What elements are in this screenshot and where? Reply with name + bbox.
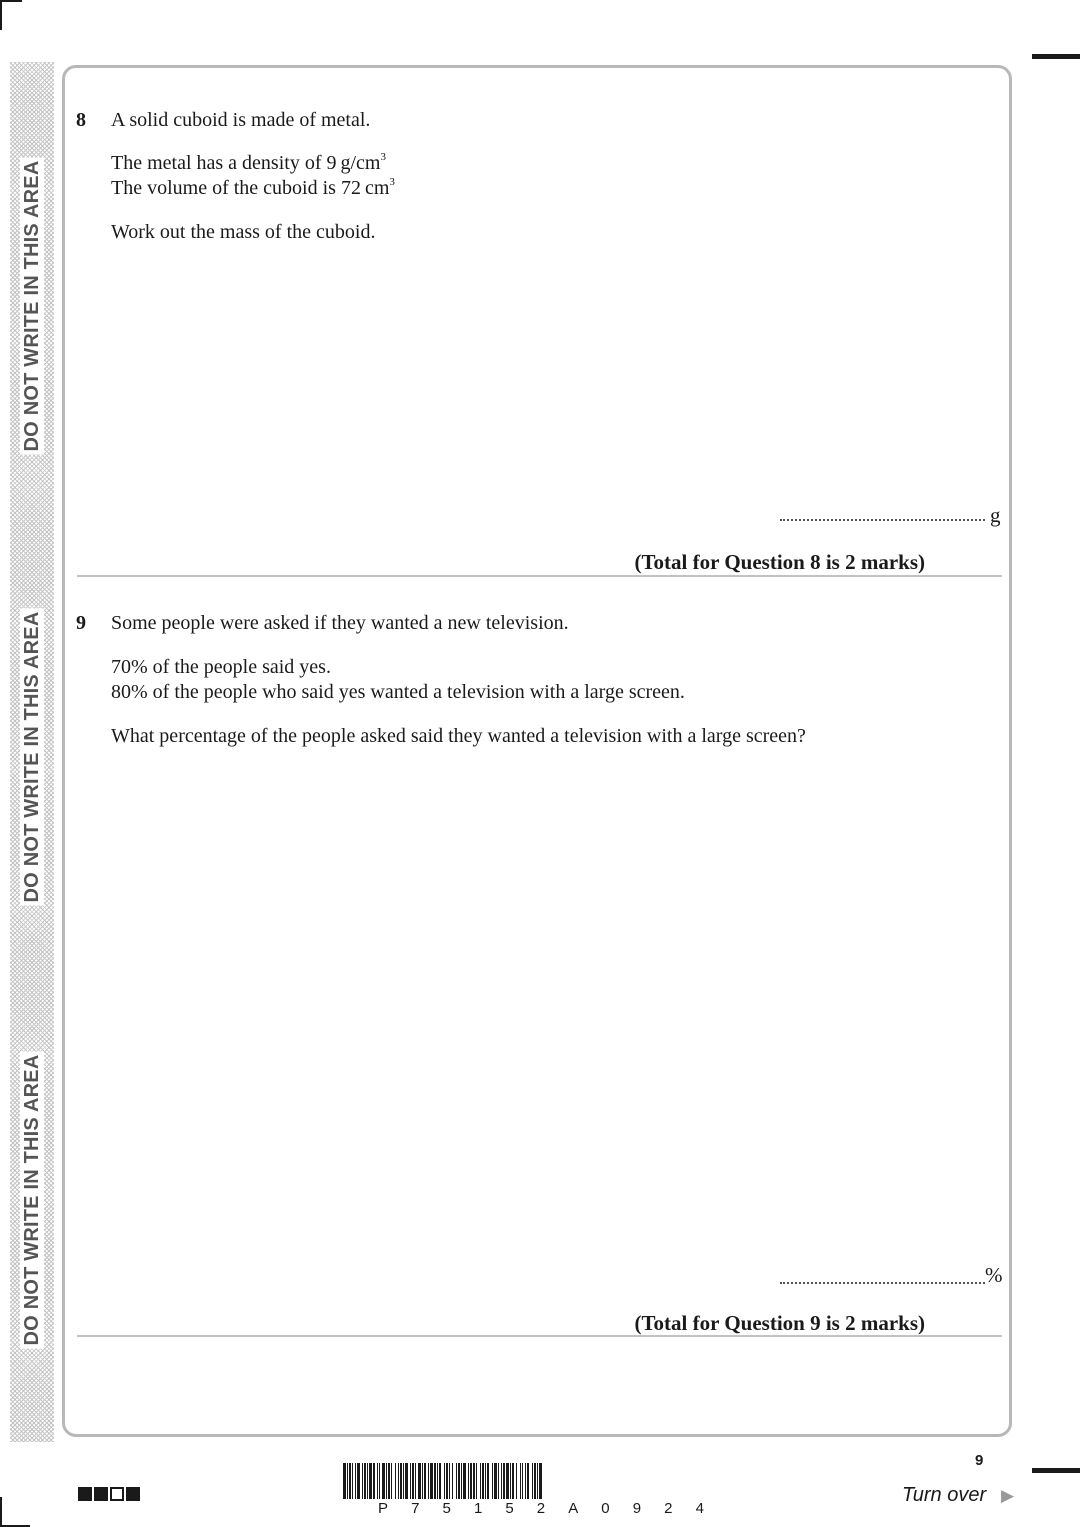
- barcode-bar: [487, 1463, 489, 1499]
- barcode-digit: 7: [411, 1500, 420, 1517]
- page-position-squares: [78, 1487, 142, 1501]
- barcode-bar: [377, 1463, 378, 1499]
- barcode-bar: [492, 1463, 493, 1499]
- barcode-bar: [537, 1463, 538, 1499]
- barcode-digit: P: [378, 1500, 389, 1517]
- barcode-digit: 5: [442, 1500, 451, 1517]
- question-8-divider: [77, 575, 1002, 577]
- barcode-bar: [398, 1463, 399, 1499]
- question-9-intro: Some people were asked if they wanted a new television.: [111, 612, 569, 634]
- margin-warning-middle: DO NOT WRITE IN THIS AREA: [20, 609, 44, 906]
- barcode-bar: [439, 1463, 441, 1499]
- turn-over-label: Turn over: [902, 1484, 987, 1506]
- barcode-bar: [512, 1463, 514, 1499]
- question-9-total: (Total for Question 9 is 2 marks): [634, 1311, 925, 1335]
- barcode-bar: [461, 1463, 462, 1499]
- barcode-bar: [446, 1463, 448, 1499]
- question-8-total: (Total for Question 8 is 2 marks): [634, 550, 925, 574]
- barcode-bar: [347, 1463, 348, 1499]
- barcode-bar: [343, 1463, 346, 1499]
- barcode-digit: 4: [695, 1500, 704, 1517]
- barcode-icon: [343, 1463, 735, 1499]
- barcode-bar: [382, 1463, 385, 1499]
- barcode-bar: [520, 1463, 521, 1499]
- barcode-bar: [437, 1463, 438, 1499]
- question-8-answer-unit: g: [990, 503, 1001, 527]
- barcode-digit: 5: [505, 1500, 514, 1517]
- question-9-divider: [77, 1335, 1002, 1337]
- barcode-bar: [503, 1463, 505, 1499]
- barcode-bar: [418, 1463, 421, 1499]
- question-8-task: Work out the mass of the cuboid.: [111, 221, 376, 243]
- barcode-digit: 2: [664, 1500, 673, 1517]
- barcode-digits: [378, 1500, 704, 1517]
- barcode-bar: [422, 1463, 423, 1499]
- barcode-bar: [352, 1463, 353, 1499]
- barcode-bar: [400, 1463, 402, 1499]
- barcode-bar: [480, 1463, 481, 1499]
- barcode-bar: [525, 1463, 526, 1499]
- barcode-bar: [391, 1463, 392, 1499]
- page-number: 9: [975, 1452, 984, 1469]
- question-8-number: 8: [76, 109, 86, 131]
- barcode-bar: [362, 1463, 363, 1499]
- question-8-density-line: The metal has a density of 9 $g/cm^3$: [111, 151, 386, 174]
- question-9-answer-line[interactable]: [780, 1282, 985, 1284]
- barcode-digit: 1: [473, 1500, 483, 1517]
- barcode-bar: [379, 1463, 380, 1499]
- barcode-bar: [410, 1463, 411, 1499]
- barcode-bar: [369, 1463, 372, 1499]
- barcode-bar: [534, 1463, 536, 1499]
- barcode-digit: A: [568, 1500, 579, 1517]
- barcode-bar: [501, 1463, 502, 1499]
- barcode-bar: [516, 1463, 517, 1499]
- barcode-bar: [424, 1463, 426, 1499]
- barcode-bar: [510, 1463, 511, 1499]
- barcode-bar: [527, 1463, 529, 1499]
- barcode-bar: [395, 1463, 396, 1499]
- barcode-bar: [498, 1463, 499, 1499]
- barcode-bar: [539, 1463, 542, 1499]
- crop-mark-top-left-h: [0, 0, 22, 2]
- square-2: [94, 1487, 108, 1501]
- barcode-bar: [482, 1463, 484, 1499]
- barcode-bar: [449, 1463, 450, 1499]
- barcode-digit: 2: [536, 1500, 546, 1517]
- barcode-bar: [476, 1463, 477, 1499]
- barcode-bar: [428, 1463, 429, 1499]
- barcode-bar: [456, 1463, 457, 1499]
- barcode-bar: [434, 1463, 436, 1499]
- barcode-bar: [506, 1463, 509, 1499]
- barcode-bar: [367, 1463, 368, 1499]
- barcode-digit: 0: [601, 1500, 610, 1517]
- barcode-bar: [364, 1463, 366, 1499]
- barcode-bar: [355, 1463, 356, 1499]
- barcode-bar: [485, 1463, 486, 1499]
- barcode-bar: [349, 1463, 351, 1499]
- square-1: [78, 1487, 92, 1501]
- barcode-digit: 9: [632, 1500, 642, 1517]
- question-9-number: 9: [76, 612, 86, 634]
- barcode-bar: [470, 1463, 472, 1499]
- triangle-right-icon: ▶: [1001, 1486, 1015, 1505]
- square-4: [126, 1487, 140, 1501]
- barcode-bar: [430, 1463, 433, 1499]
- registration-bar-bottom-right: [1032, 1468, 1080, 1473]
- barcode-bar: [405, 1463, 408, 1499]
- barcode-bar: [522, 1463, 523, 1499]
- barcode-bar: [458, 1463, 460, 1499]
- question-8-intro: A solid cuboid is made of metal.: [111, 109, 371, 131]
- barcode-bar: [403, 1463, 404, 1499]
- barcode-bar: [412, 1463, 414, 1499]
- barcode-bar: [468, 1463, 469, 1499]
- crop-mark-bottom-left-v: [0, 1497, 2, 1527]
- margin-warning-top: DO NOT WRITE IN THIS AREA: [20, 158, 44, 455]
- barcode-bar: [444, 1463, 445, 1499]
- question-9-line-2: 80% of the people who said yes wanted a television with a large screen.: [111, 681, 685, 703]
- barcode-bar: [494, 1463, 497, 1499]
- square-3: [110, 1487, 124, 1501]
- question-9-answer-unit: %: [985, 1263, 1003, 1287]
- barcode-bar: [386, 1463, 387, 1499]
- barcode-bar: [532, 1463, 533, 1499]
- question-8-volume-line: The volume of the cuboid is 72 $cm^3$: [111, 176, 395, 199]
- barcode-bar: [452, 1463, 453, 1499]
- registration-bar-top-right: [1032, 54, 1080, 59]
- answer-frame: [62, 65, 1012, 1437]
- margin-warning-bottom: DO NOT WRITE IN THIS AREA: [20, 1052, 44, 1349]
- barcode-bar: [415, 1463, 416, 1499]
- question-8-answer-line[interactable]: [780, 519, 985, 521]
- barcode-bar: [357, 1463, 360, 1499]
- barcode-bar: [373, 1463, 375, 1499]
- barcode-bar: [473, 1463, 475, 1499]
- barcode-bar: [463, 1463, 466, 1499]
- question-9-task: What percentage of the people asked said they wanted a television with a large screen?: [111, 725, 806, 747]
- barcode-bar: [388, 1463, 390, 1499]
- crop-mark-top-left-v: [0, 0, 2, 30]
- question-9-line-1: 70% of the people said yes.: [111, 656, 331, 678]
